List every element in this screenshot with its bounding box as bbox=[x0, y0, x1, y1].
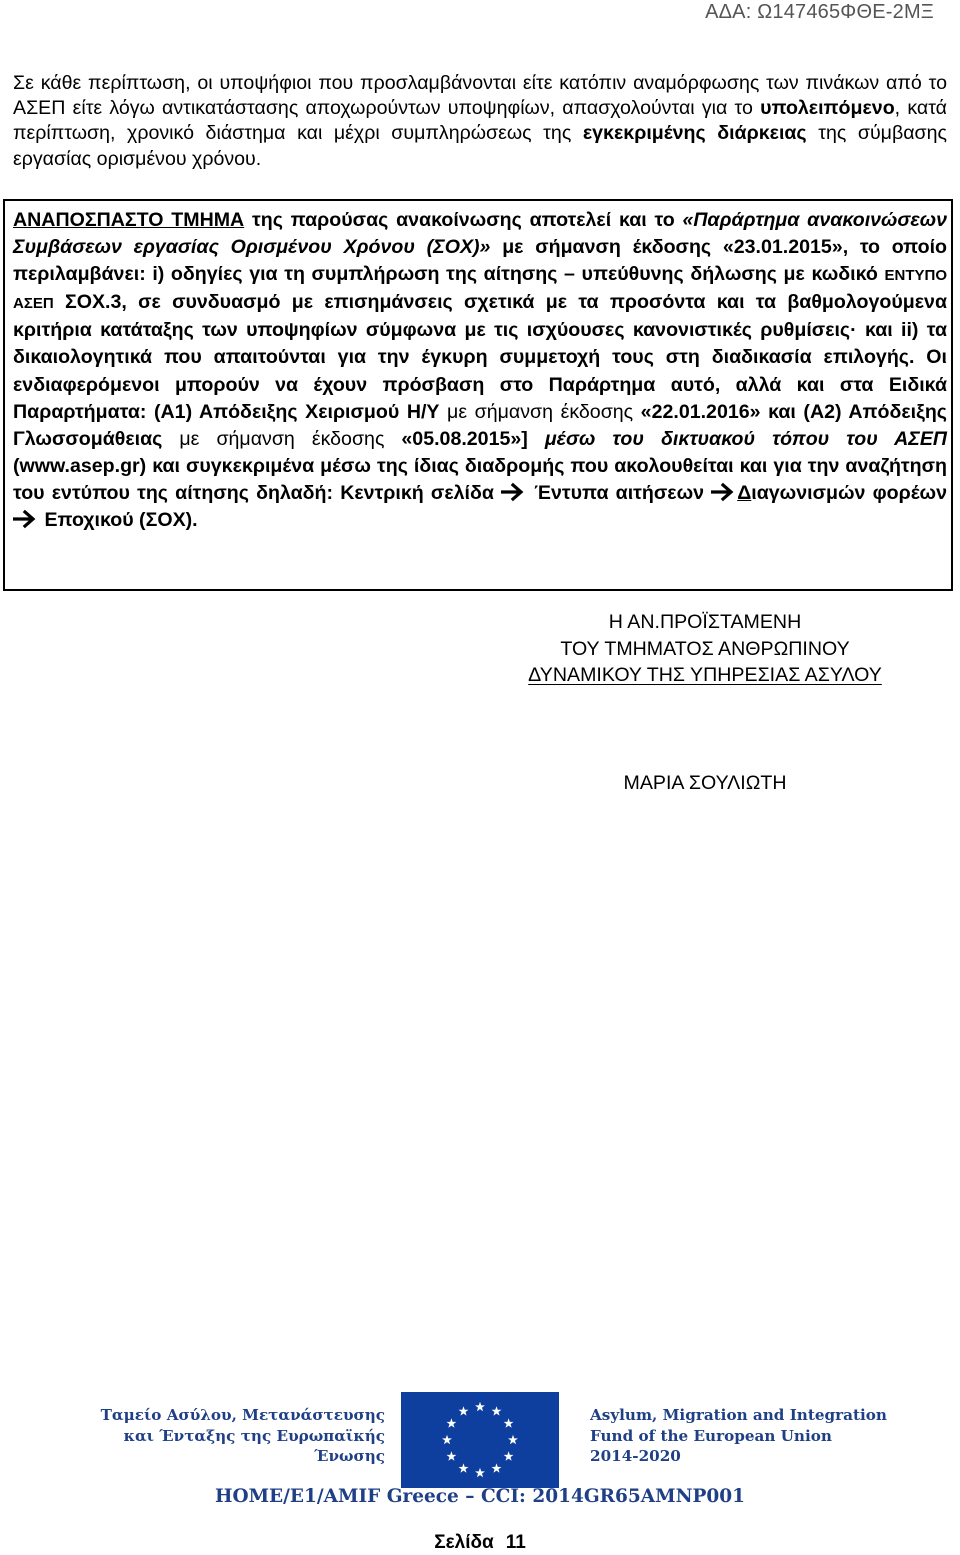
section-heading: ΑΝΑΠΟΣΠΑΣΤΟ ΤΜΗΜΑ bbox=[13, 209, 245, 231]
fund-name-greek-line: και Ένταξης της Ευρωπαϊκής bbox=[123, 1426, 385, 1445]
page-number-line bbox=[0, 1532, 960, 1554]
section-text: ΣΟΧ.3, σε συνδυασμό με επισημάνσεις σχετικά με τα προσόντα και τα βαθμολογούμενα κριτήρια κατάταξης των υποψηφίων σύμφωνα με τις ισχύουσες κανονιστικές ρυθμίσεις· και ii) τα δικαιολογητικά που απαιτούνται για την έγκυρη συμμετοχή τους στη διαδικασία επιλογής. Οι ενδιαφερόμενοι μπορούν να έχουν πρόσβαση στο Παράρτημα αυτό, αλλά και στα Ειδικά Παραρτήματα: (Α1) Απόδειξης Χειρισμού Η/Υ bbox=[13, 291, 947, 423]
section-text: της παρούσας ανακοίνωσης αποτελεί και το bbox=[244, 209, 683, 231]
signature-title-line2: ΤΟΥ ΤΜΗΜΑΤΟΣ ΑΝΘΡΩΠΙΝΟΥ bbox=[560, 638, 850, 660]
intro-paragraph bbox=[13, 71, 947, 172]
annex-title: «Παράρτημα ανακοινώσεων Συμβάσεων εργασίας Ορισμένου Χρόνου (ΣΟΧ)» bbox=[13, 209, 948, 259]
arrow-right-icon bbox=[13, 509, 39, 529]
section-text: «05.08.2015»] bbox=[384, 427, 545, 450]
para-text: , κατά περίπτωση, χρονικό διάστημα και μέχρι συμπληρώσεως της bbox=[13, 97, 947, 145]
section-text: Έντυπα αιτήσεων bbox=[527, 481, 712, 504]
page-label: Σελίδα bbox=[434, 1532, 494, 1553]
fund-name-english bbox=[590, 1405, 890, 1467]
para-bold: υπολειπόμενο bbox=[760, 97, 895, 120]
section-text: «22.01.2016» και (Α2) Απόδειξης Γλωσσομάθειας bbox=[13, 400, 947, 450]
section-text: με σήμανση έκδοσης bbox=[439, 400, 634, 423]
signatory-name: ΜΑΡΙΑ ΣΟΥΛΙΩΤΗ bbox=[623, 772, 787, 794]
arrow-right-icon bbox=[711, 482, 737, 502]
para-bold: εγκεκριμένης διάρκειας bbox=[582, 122, 807, 145]
section-text: Δ bbox=[737, 481, 752, 504]
para-text: Σε κάθε περίπτωση, οι υποψήφιοι που προσλαμβάνονται είτε κατόπιν αναμόρφωσης των πινάκων από το ΑΣΕΠ είτε λόγω αντικατάστασης αποχωρούντων υποψηφίων, απασχολούνται για το bbox=[13, 72, 947, 120]
section-text: με σήμανση έκδοσης «23.01.2015», το οποίο περιλαμβάνει: i) οδηγίες για τη συμπλήρωση της αίτησης – υπεύθυνης δήλωσης με κωδικό bbox=[13, 236, 948, 286]
fund-name-english-line: 2014-2020 bbox=[590, 1447, 681, 1465]
fund-name-greek bbox=[95, 1405, 385, 1467]
ada-code: ΑΔΑ: Ω147465ΦΘΕ-2ΜΞ bbox=[705, 1, 934, 23]
fund-name-greek-line: Ένωσης bbox=[314, 1447, 385, 1465]
form-code: ΕΝΤΥΠΟ ΑΣΕΠ bbox=[13, 267, 947, 313]
detachable-section-text bbox=[13, 207, 947, 534]
website-reference: μέσω του δικτυακού τόπου του ΑΣΕΠ bbox=[544, 427, 947, 450]
section-text: με σήμανση έκδοσης bbox=[162, 427, 385, 450]
eu-flag-icon bbox=[401, 1392, 559, 1488]
para-text: της σύμβασης εργασίας ορισμένου χρόνου. bbox=[13, 122, 947, 170]
fund-name-english-line: Fund of the European Union bbox=[590, 1426, 832, 1445]
fund-name-greek-line: Ταμείο Ασύλου, Μετανάστευσης bbox=[100, 1406, 385, 1424]
arrow-right-icon bbox=[501, 482, 527, 502]
section-text: Εποχικού (ΣΟΧ). bbox=[39, 509, 198, 532]
page-number: 11 bbox=[505, 1532, 526, 1553]
signature-title-line3: ΔΥΝΑΜΙΚΟΥ ΤΗΣ ΥΠΗΡΕΣΙΑΣ ΑΣΥΛΟΥ bbox=[528, 664, 882, 686]
project-code: HOME/E1/AMIF Greece – CCI: 2014GR65AMNP001 bbox=[214, 1486, 746, 1507]
section-text: (www.asep.gr) και συγκεκριμένα μέσω της ίδιας διαδρομής που ακολουθείται και για την αναζήτηση του εντύπου της αίτησης δηλαδή: Κεντρική σελίδα bbox=[13, 454, 947, 504]
fund-name-english-line: Asylum, Migration and Integration bbox=[590, 1406, 887, 1424]
section-text: ιαγωνισμών φορέων bbox=[751, 481, 947, 504]
signature-title-line1: Η ΑΝ.ΠΡΟΪΣΤΑΜΕΝΗ bbox=[608, 611, 802, 633]
